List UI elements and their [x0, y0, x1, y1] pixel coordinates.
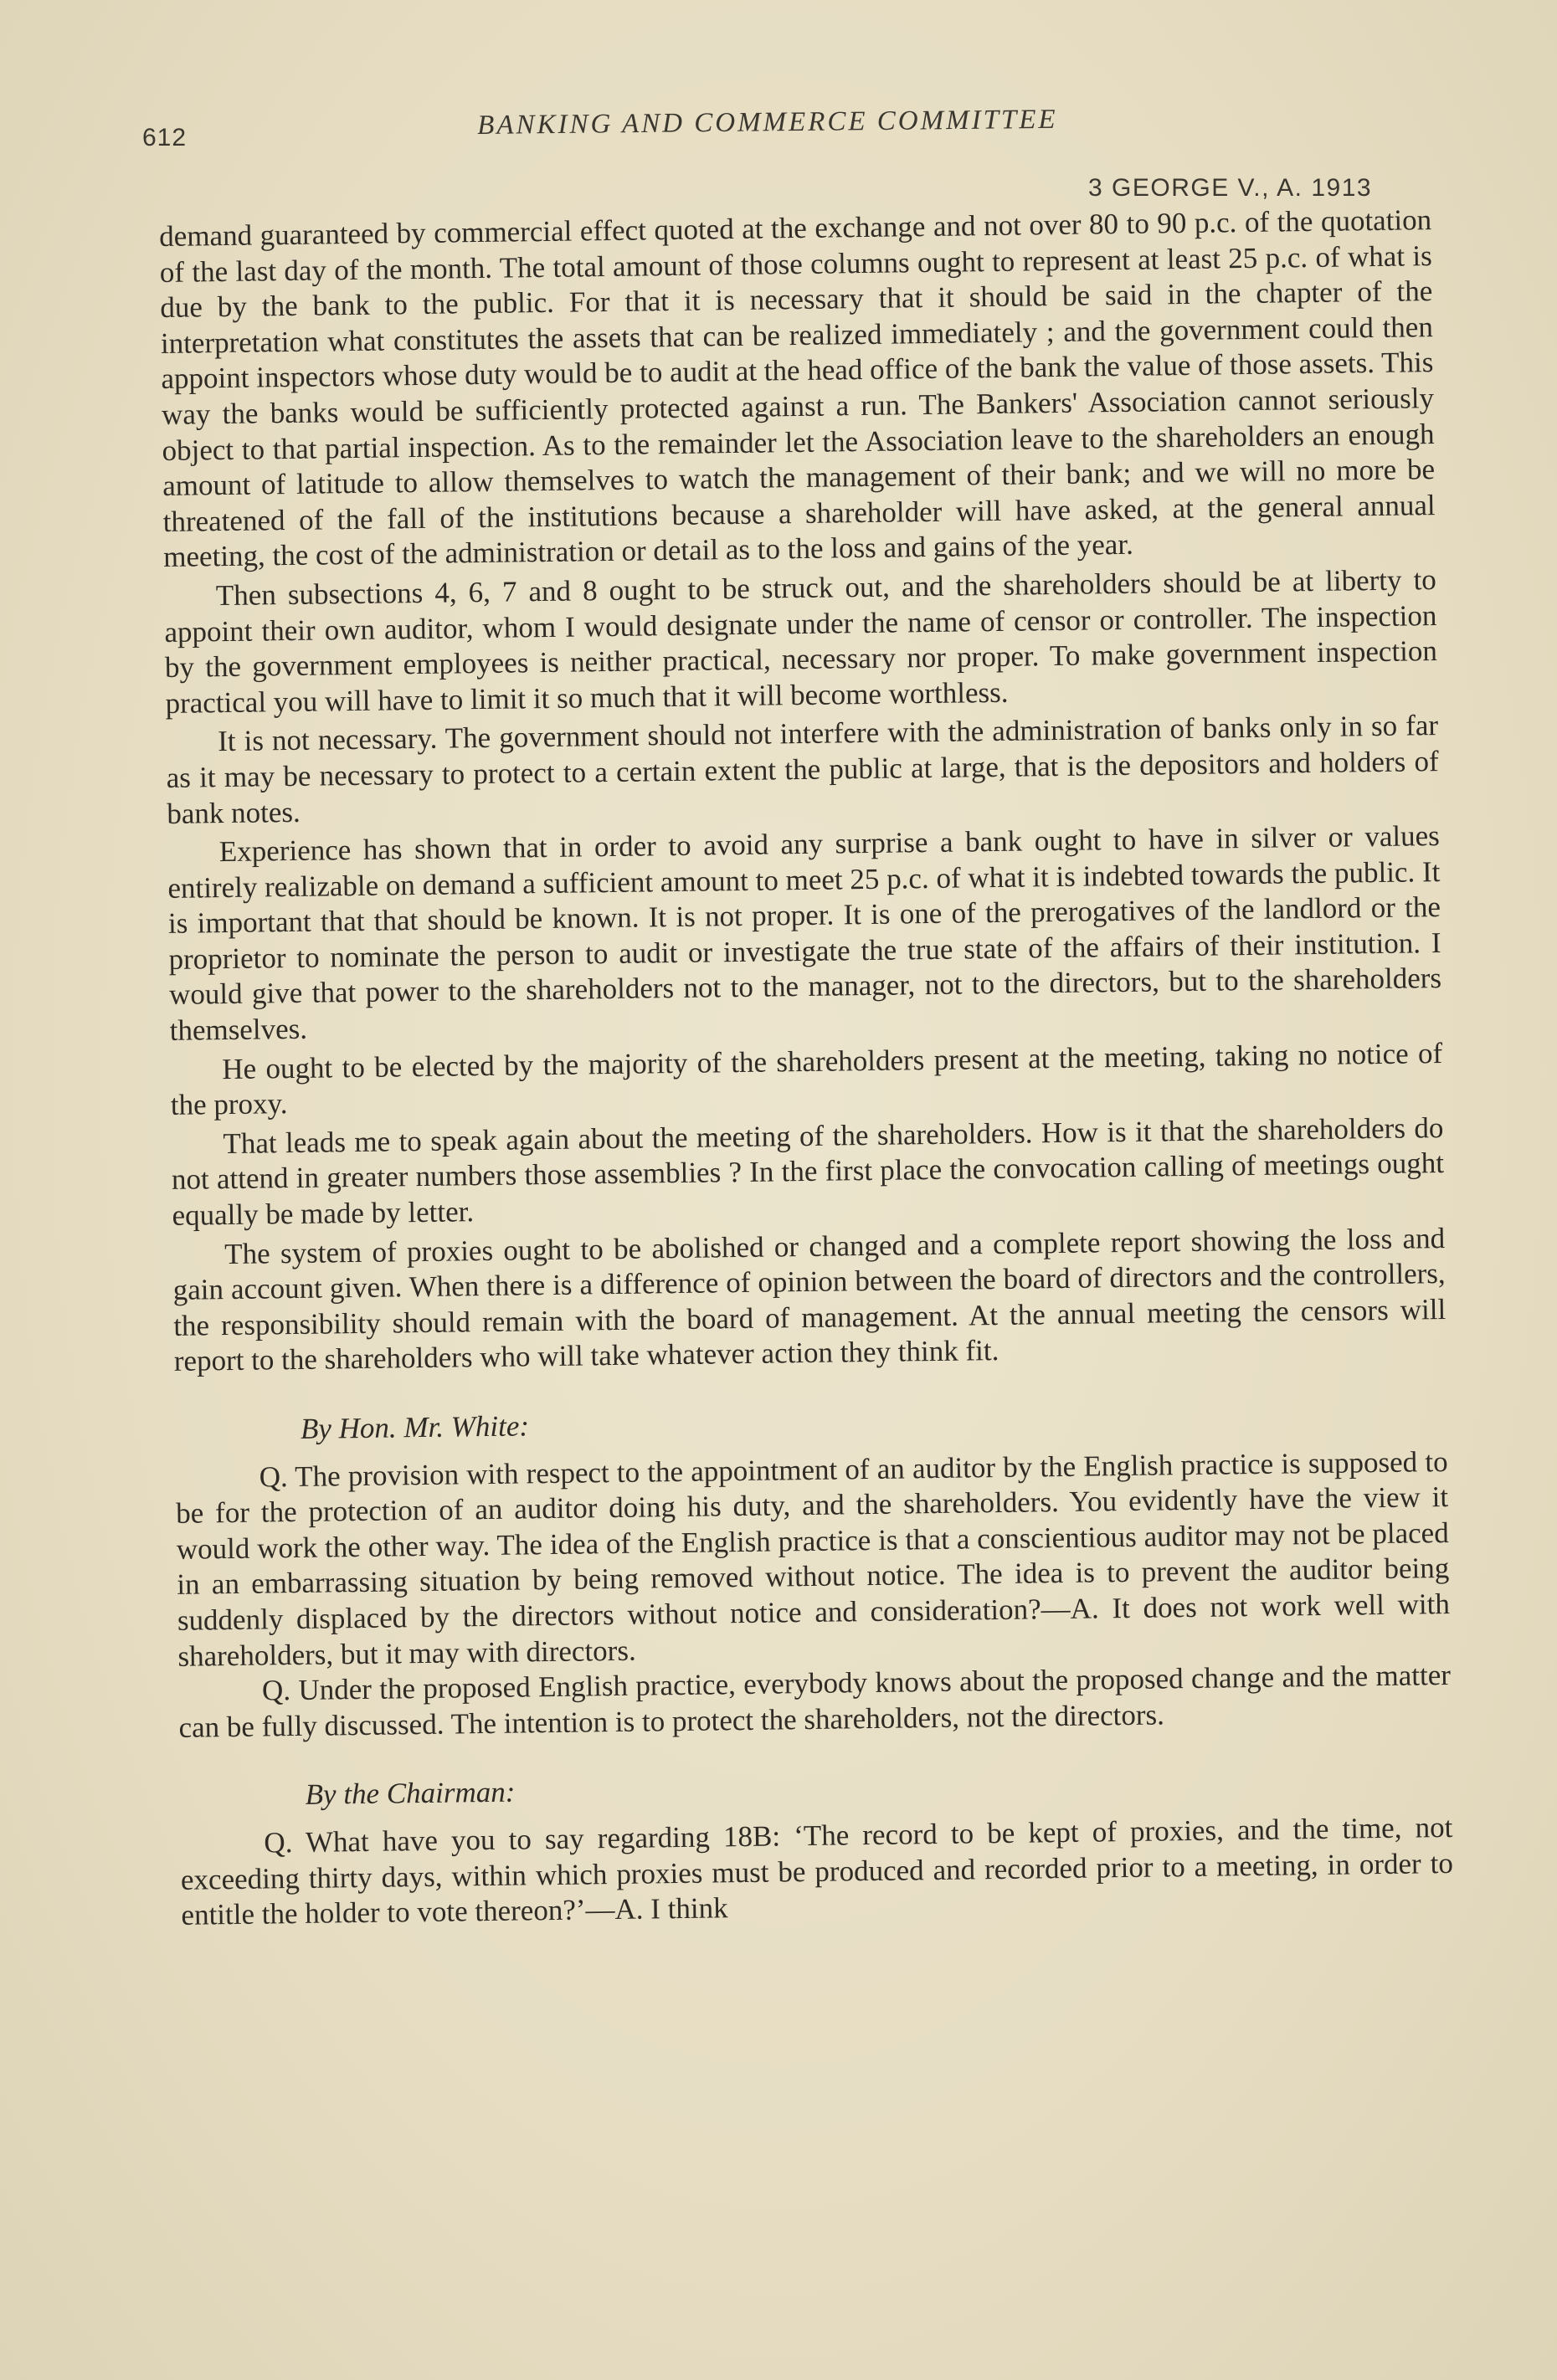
question-paragraph: Q. The provision with respect to the appointment of an auditor by the English practice is supposed to be for the protection of an auditor doing his duty, and the shareholders. You evidently have the view it would work the other way. The idea of the English practice is that a conscientious auditor may not be placed in an embarrassing situation by being removed without notice. The idea is to prevent the auditor being suddenly displaced by the directors without notice and consideration?—A. It does not work well with shareholders, but it may with directors. [175, 1444, 1451, 1673]
paragraph: demand guaranteed by commercial effect quoted at the exchange and not over 80 to 90 p.c. of the quotation of the last day of the month. The total amount of those columns ought to represent at least 25 p.c. of what is due by the bank to the public. For that it is necessary that it should be said in the chapter of the interpretation what constitutes the assets that can be realized immediately ; and the government could then appoint inspectors whose duty would be to audit at the head office of the bank the value of those assets. This way the banks would be sufficiently protected against a run. The Bankers' Association cannot seriously object to that partial inspection. As to the remainder let the Association leave to the shareholders an enough amount of latitude to allow themselves to watch the management of their bank; and we will no more be threatened of the fall of the institutions because a shareholder will have asked, at the general annual meeting, the cost of the administration or detail as to the loss and gains of the year. [159, 203, 1436, 574]
paragraph: It is not necessary. The government should not interfere with the administration of banks only in so far as it may be necessary to protect to a certain extent the public at large, that is the depositors and holders of bank notes. [166, 709, 1439, 830]
session-label: 3 GEORGE V., A. 1913 [1088, 174, 1373, 202]
question-paragraph: Q. Under the proposed English practice, everybody knows about the proposed change and the matter can be fully discussed. The intention is to protect the shareholders, not the directors. [178, 1659, 1452, 1744]
body-text [159, 203, 1454, 1933]
paragraph: That leads me to speak again about the meeting of the shareholders. How is it that the shareholders do not attend in greater numbers those assemblies ? In the first place the convocation calling of meetings ought equally be made by letter. [171, 1110, 1445, 1232]
speaker-heading-white: By Hon. Mr. White: [300, 1409, 530, 1445]
paragraph: The system of proxies ought to be abolished or changed and a complete report showing the loss and gain account given. When there is a difference of opinion between the board of directors and the controllers, the responsibility should remain with the board of management. At the annual meeting the censors will report to the shareholders who will take whatever action they think fit. [172, 1221, 1447, 1378]
running-title: BANKING AND COMMERCE COMMITTEE [477, 104, 1058, 141]
question-paragraph: Q. What have you to say regarding 18B: ‘The record to be kept of proxies, and the time, not exceeding thirty days, within which proxies must be produced and recorded prior to a meeting, in order to entitle the holder to vote thereon?’—A. I think [180, 1810, 1454, 1931]
paragraph: He ought to be elected by the majority of the shareholders present at the meeting, taking no notice of the proxy. [170, 1036, 1443, 1122]
speaker-heading-chairman: By the Chairman: [305, 1775, 516, 1812]
paragraph: Then subsections 4, 6, 7 and 8 ought to be struck out, and the shareholders should be at liberty to appoint their own auditor, whom I would designate under the name of censor or controller. The inspection by the government employees is neither practical, necessary nor proper. To make government inspection practical you will have to limit it so much that it will become worthless. [164, 563, 1438, 720]
paragraph: Experience has shown that in order to avoid any surprise a bank ought to have in silver or values entirely realizable on demand a sufficient amount to meet 25 p.c. of what it is indebted towards the public. It is important that that should be known. It is not proper. It is one of the prerogatives of the landlord or the proprietor to nominate the person to audit or investigate the true state of the affairs of their institution. I would give that power to the shareholders not to the manager, not to the directors, but to the shareholders themselves. [167, 819, 1442, 1047]
page-number: 612 [142, 124, 188, 151]
